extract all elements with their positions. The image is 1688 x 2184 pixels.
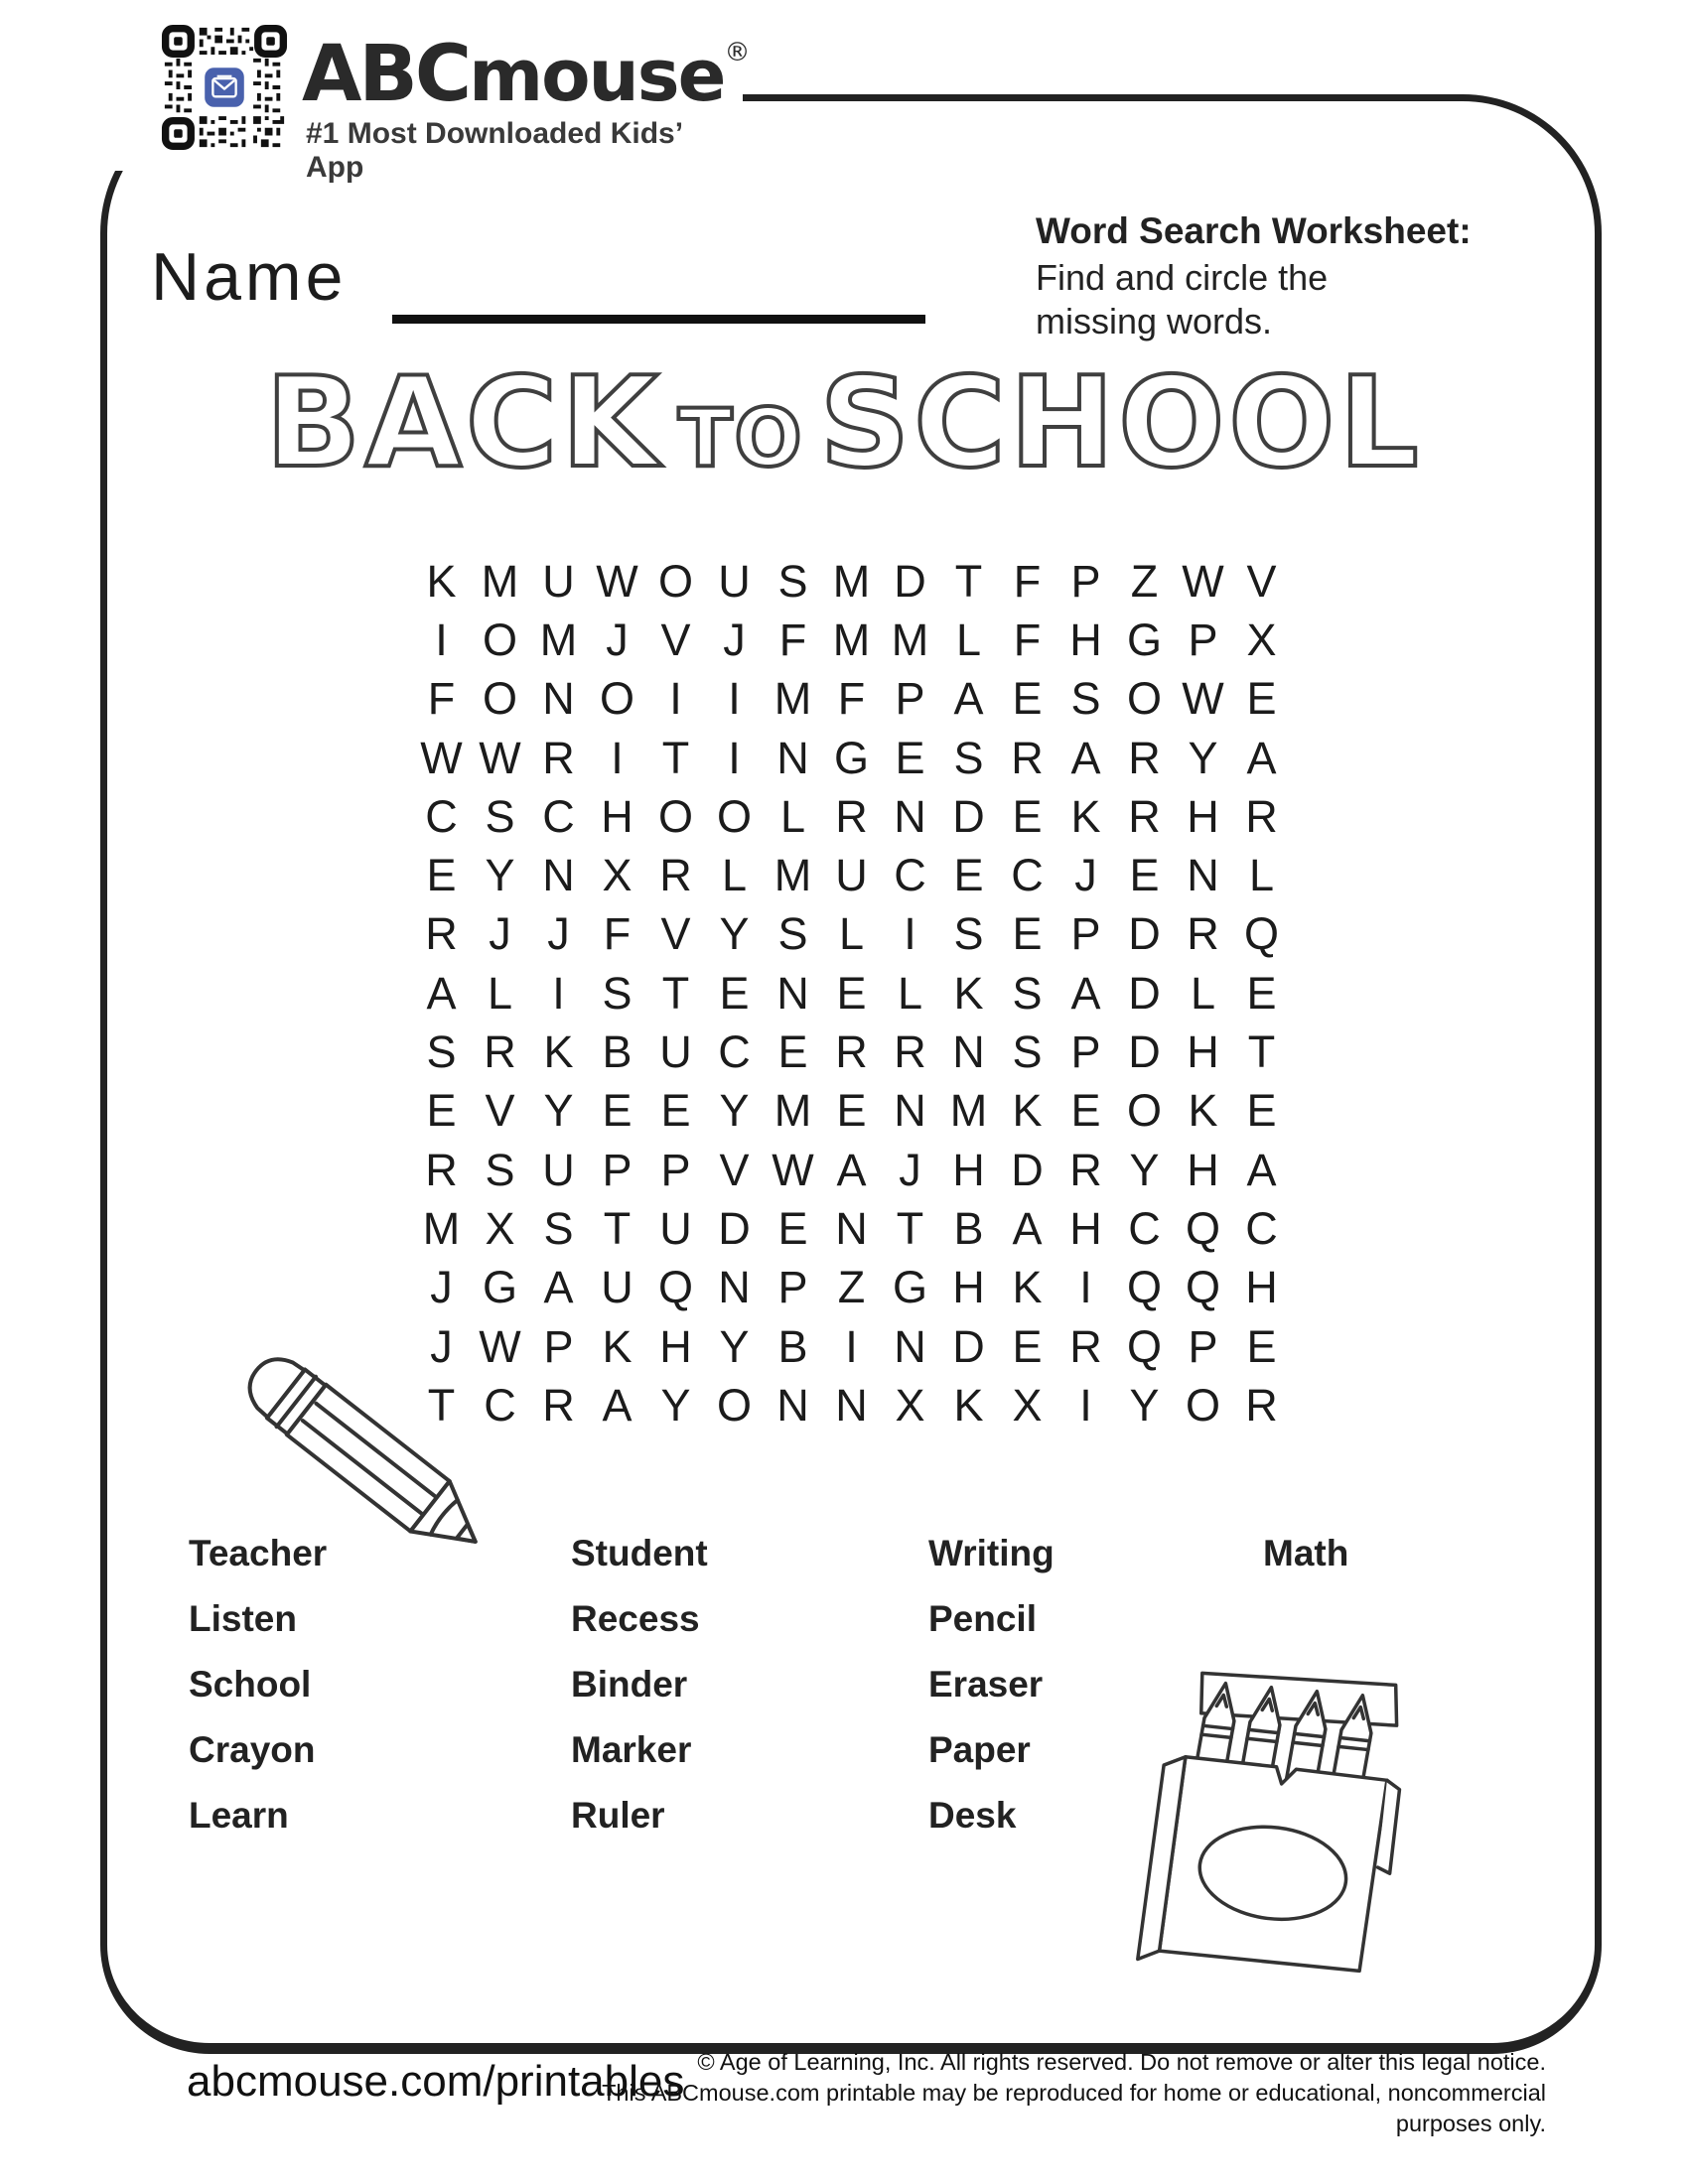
word-list-item: Marker bbox=[571, 1729, 692, 1770]
grid-letter: L bbox=[721, 850, 748, 901]
grid-letter: J bbox=[547, 908, 570, 960]
grid-letter: S bbox=[1012, 1026, 1043, 1078]
grid-letter: Y bbox=[719, 1320, 750, 1372]
grid-letter: Y bbox=[1188, 732, 1218, 783]
grid-letter: N bbox=[776, 967, 809, 1019]
grid-letter: R bbox=[1011, 732, 1044, 783]
grid-letter: Y bbox=[719, 908, 750, 960]
grid-letter: J bbox=[723, 614, 746, 665]
header-logo-block bbox=[107, 0, 751, 184]
grid-letter: R bbox=[484, 1026, 516, 1078]
word-list-column-4 bbox=[1263, 1531, 1348, 1596]
grid-letter: Q bbox=[657, 1262, 693, 1313]
grid-letter: Y bbox=[719, 1085, 750, 1137]
word-list-item: Student bbox=[571, 1533, 708, 1573]
word-list-item: Binder bbox=[571, 1664, 688, 1705]
grid-letter: P bbox=[1070, 908, 1101, 960]
grid-letter: S bbox=[426, 1026, 457, 1078]
grid-letter: P bbox=[1070, 555, 1101, 607]
worksheet-instructions: Find and circle the missing words. bbox=[1036, 257, 1329, 341]
grid-letter: A bbox=[1070, 967, 1101, 1019]
grid-letter: I bbox=[435, 614, 448, 665]
grid-letter: R bbox=[1069, 1320, 1102, 1372]
grid-letter: E bbox=[1012, 790, 1043, 842]
grid-letter: V bbox=[660, 614, 691, 665]
grid-letter: J bbox=[606, 614, 629, 665]
grid-letter: O bbox=[657, 790, 693, 842]
grid-letter: C bbox=[484, 1379, 516, 1431]
grid-letter: N bbox=[835, 1379, 868, 1431]
grid-letter: R bbox=[1128, 790, 1161, 842]
grid-letter: E bbox=[1246, 967, 1277, 1019]
word-list-item: Listen bbox=[189, 1598, 297, 1639]
grid-letter: N bbox=[894, 790, 926, 842]
grid-letter: T bbox=[603, 1202, 632, 1254]
grid-letter: K bbox=[1070, 790, 1101, 842]
grid-letter: H bbox=[1187, 1026, 1219, 1078]
title-word-to: TO bbox=[677, 392, 804, 484]
puzzle-title bbox=[228, 349, 1460, 495]
grid-letter: E bbox=[895, 732, 925, 783]
grid-letter: R bbox=[1245, 1379, 1278, 1431]
grid-letter: A bbox=[602, 1379, 633, 1431]
grid-letter: R bbox=[1187, 908, 1219, 960]
grid-letter: A bbox=[1012, 1202, 1043, 1254]
grid-letter: M bbox=[774, 1085, 812, 1137]
title-word-back: BACK bbox=[265, 349, 662, 495]
grid-letter: J bbox=[430, 1262, 453, 1313]
grid-letter: T bbox=[427, 1379, 456, 1431]
grid-letter: L bbox=[779, 790, 806, 842]
grid-letter: F bbox=[603, 908, 632, 960]
grid-letter: N bbox=[1187, 850, 1219, 901]
grid-letter: O bbox=[1185, 1379, 1220, 1431]
grid-letter: N bbox=[542, 850, 575, 901]
grid-letter: S bbox=[543, 1202, 574, 1254]
word-list-item: Crayon bbox=[189, 1729, 316, 1770]
grid-letter: Z bbox=[1130, 555, 1159, 607]
footer-legal-line2: This ABCmouse.com printable may be reproduced for home or educational, noncommercial purposes only. bbox=[602, 2080, 1546, 2136]
grid-letter: L bbox=[1248, 850, 1275, 901]
grid-letter: E bbox=[602, 1085, 633, 1137]
grid-letter: H bbox=[1245, 1262, 1278, 1313]
word-list-item: Pencil bbox=[928, 1598, 1037, 1639]
grid-letter: V bbox=[660, 908, 691, 960]
grid-letter: E bbox=[1246, 673, 1277, 725]
grid-letter: W bbox=[772, 1144, 814, 1195]
logo-abc: ABC bbox=[302, 30, 470, 119]
footer-site-url: abcmouse.com/printables bbox=[187, 2057, 685, 2106]
grid-letter: G bbox=[892, 1262, 927, 1313]
grid-letter: R bbox=[1245, 790, 1278, 842]
grid-letter: C bbox=[425, 790, 458, 842]
grid-letter: I bbox=[904, 908, 916, 960]
grid-letter: U bbox=[542, 1144, 575, 1195]
grid-letter: A bbox=[836, 1144, 867, 1195]
grid-letter: E bbox=[777, 1026, 808, 1078]
grid-letter: S bbox=[602, 967, 633, 1019]
worksheet-heading: Word Search Worksheet: bbox=[1036, 210, 1472, 251]
grid-letter: E bbox=[777, 1202, 808, 1254]
grid-letter: B bbox=[602, 1026, 633, 1078]
grid-letter: O bbox=[716, 1379, 752, 1431]
grid-letter: O bbox=[482, 673, 517, 725]
word-list-column-3 bbox=[928, 1531, 1055, 1858]
grid-letter: F bbox=[427, 673, 456, 725]
grid-letter: X bbox=[895, 1379, 925, 1431]
grid-letter: I bbox=[728, 732, 741, 783]
grid-letter: U bbox=[718, 555, 751, 607]
grid-letter: Q bbox=[1243, 908, 1279, 960]
grid-letter: H bbox=[952, 1262, 985, 1313]
grid-letter: S bbox=[1012, 967, 1043, 1019]
grid-letter: I bbox=[611, 732, 624, 783]
grid-letter: H bbox=[601, 790, 633, 842]
grid-letter: S bbox=[1070, 673, 1101, 725]
grid-letter: D bbox=[1128, 967, 1161, 1019]
word-list-item: Writing bbox=[928, 1533, 1055, 1573]
grid-letter: R bbox=[542, 1379, 575, 1431]
name-blank-line bbox=[392, 315, 925, 324]
grid-letter: V bbox=[485, 1085, 515, 1137]
grid-letter: X bbox=[602, 850, 633, 901]
grid-letter: G bbox=[1126, 614, 1162, 665]
word-list-item: Recess bbox=[571, 1598, 700, 1639]
grid-letter: N bbox=[776, 1379, 809, 1431]
grid-letter: M bbox=[481, 555, 519, 607]
grid-letter: P bbox=[1070, 1026, 1101, 1078]
grid-letter: Q bbox=[1185, 1202, 1220, 1254]
grid-letter: N bbox=[894, 1085, 926, 1137]
qr-code-icon bbox=[161, 24, 288, 151]
grid-letter: M bbox=[832, 555, 871, 607]
grid-letter: D bbox=[894, 555, 926, 607]
grid-letter: B bbox=[777, 1320, 808, 1372]
grid-letter: E bbox=[719, 967, 750, 1019]
grid-letter: R bbox=[659, 850, 692, 901]
grid-letter: T bbox=[661, 732, 690, 783]
grid-letter: I bbox=[845, 1320, 858, 1372]
grid-letter: A bbox=[1246, 732, 1277, 783]
grid-letter: E bbox=[1129, 850, 1160, 901]
grid-letter: I bbox=[1079, 1379, 1092, 1431]
grid-letter: M bbox=[832, 614, 871, 665]
grid-letter: U bbox=[659, 1026, 692, 1078]
grid-letter: L bbox=[487, 967, 513, 1019]
grid-letter: K bbox=[426, 555, 457, 607]
grid-letter: S bbox=[485, 790, 515, 842]
grid-letter: K bbox=[543, 1026, 574, 1078]
grid-letter: R bbox=[894, 1026, 926, 1078]
word-list-item: Ruler bbox=[571, 1795, 665, 1836]
word-list-column-2 bbox=[571, 1531, 708, 1858]
grid-letter: R bbox=[542, 732, 575, 783]
grid-letter: W bbox=[596, 555, 638, 607]
grid-letter: T bbox=[954, 555, 983, 607]
grid-letter: W bbox=[420, 732, 463, 783]
word-list-item: Eraser bbox=[928, 1664, 1044, 1705]
grid-letter: M bbox=[949, 1085, 988, 1137]
grid-letter: R bbox=[835, 1026, 868, 1078]
grid-letter: C bbox=[894, 850, 926, 901]
grid-letter: Q bbox=[1185, 1262, 1220, 1313]
grid-letter: X bbox=[1012, 1379, 1043, 1431]
grid-letter: D bbox=[1011, 1144, 1044, 1195]
grid-letter: Z bbox=[837, 1262, 866, 1313]
grid-letter: G bbox=[482, 1262, 517, 1313]
grid-letter: I bbox=[552, 967, 565, 1019]
grid-letter: M bbox=[539, 614, 578, 665]
grid-letter: Q bbox=[1126, 1320, 1162, 1372]
grid-letter: L bbox=[897, 967, 923, 1019]
grid-letter: U bbox=[601, 1262, 633, 1313]
grid-letter: R bbox=[1069, 1144, 1102, 1195]
grid-letter: C bbox=[1011, 850, 1044, 901]
grid-letter: D bbox=[1128, 1026, 1161, 1078]
grid-letter: H bbox=[1187, 1144, 1219, 1195]
grid-letter: O bbox=[716, 790, 752, 842]
grid-letter: N bbox=[835, 1202, 868, 1254]
grid-letter: K bbox=[953, 967, 984, 1019]
grid-letter: P bbox=[1188, 1320, 1218, 1372]
word-list-item: Desk bbox=[928, 1795, 1017, 1836]
grid-letter: Y bbox=[1129, 1144, 1160, 1195]
grid-letter: E bbox=[660, 1085, 691, 1137]
word-list-item: Paper bbox=[928, 1729, 1031, 1770]
grid-letter: K bbox=[953, 1379, 984, 1431]
grid-letter: L bbox=[838, 908, 865, 960]
grid-letter: X bbox=[485, 1202, 515, 1254]
grid-letter: J bbox=[489, 908, 511, 960]
grid-letter: N bbox=[894, 1320, 926, 1372]
grid-letter: C bbox=[1128, 1202, 1161, 1254]
grid-letter: P bbox=[895, 673, 925, 725]
grid-letter: F bbox=[778, 614, 807, 665]
grid-letter: E bbox=[953, 850, 984, 901]
grid-letter: K bbox=[1012, 1085, 1043, 1137]
grid-letter: R bbox=[425, 1144, 458, 1195]
grid-letter: W bbox=[1182, 673, 1224, 725]
grid-letter: D bbox=[952, 1320, 985, 1372]
letter-grid bbox=[412, 552, 1291, 1434]
grid-letter: H bbox=[1069, 1202, 1102, 1254]
grid-letter: D bbox=[1128, 908, 1161, 960]
grid-letter: R bbox=[835, 790, 868, 842]
grid-letter: R bbox=[1128, 732, 1161, 783]
grid-letter: I bbox=[728, 673, 741, 725]
grid-letter: E bbox=[836, 1085, 867, 1137]
grid-letter: K bbox=[1012, 1262, 1043, 1313]
grid-letter: P bbox=[602, 1144, 633, 1195]
grid-letter: H bbox=[952, 1144, 985, 1195]
grid-letter: T bbox=[1247, 1026, 1276, 1078]
grid-letter: N bbox=[718, 1262, 751, 1313]
grid-letter: N bbox=[776, 732, 809, 783]
grid-letter: P bbox=[543, 1320, 574, 1372]
grid-letter: C bbox=[542, 790, 575, 842]
grid-letter: H bbox=[1069, 614, 1102, 665]
grid-letter: J bbox=[899, 1144, 921, 1195]
grid-letter: N bbox=[542, 673, 575, 725]
grid-letter: L bbox=[1190, 967, 1216, 1019]
grid-letter: J bbox=[1074, 850, 1097, 901]
grid-letter: N bbox=[952, 1026, 985, 1078]
grid-letter: E bbox=[836, 967, 867, 1019]
word-list-column-1 bbox=[189, 1531, 327, 1858]
grid-letter: T bbox=[661, 967, 690, 1019]
grid-letter: E bbox=[1012, 673, 1043, 725]
grid-letter: M bbox=[422, 1202, 461, 1254]
grid-letter: W bbox=[1182, 555, 1224, 607]
footer-legal bbox=[503, 2047, 1546, 2139]
grid-letter: R bbox=[425, 908, 458, 960]
grid-letter: Y bbox=[1129, 1379, 1160, 1431]
abcmouse-logo bbox=[302, 30, 751, 119]
grid-letter: A bbox=[1070, 732, 1101, 783]
grid-letter: W bbox=[479, 1320, 521, 1372]
grid-letter: O bbox=[599, 673, 634, 725]
word-list-item: Learn bbox=[189, 1795, 289, 1836]
grid-letter: F bbox=[1013, 614, 1042, 665]
grid-letter: C bbox=[718, 1026, 751, 1078]
grid-letter: G bbox=[833, 732, 869, 783]
grid-letter: E bbox=[426, 850, 457, 901]
grid-letter: C bbox=[1245, 1202, 1278, 1254]
logo-mouse: mouse bbox=[469, 34, 725, 117]
grid-letter: E bbox=[1246, 1085, 1277, 1137]
grid-letter: E bbox=[1246, 1320, 1277, 1372]
grid-letter: X bbox=[1246, 614, 1277, 665]
grid-letter: B bbox=[953, 1202, 984, 1254]
title-word-school: SCHOOL bbox=[819, 349, 1423, 495]
grid-letter: F bbox=[1013, 555, 1042, 607]
grid-letter: S bbox=[953, 908, 984, 960]
grid-letter: D bbox=[952, 790, 985, 842]
grid-letter: O bbox=[482, 614, 517, 665]
grid-letter: S bbox=[485, 1144, 515, 1195]
crayon-box-illustration bbox=[1120, 1626, 1428, 1993]
grid-letter: D bbox=[718, 1202, 751, 1254]
word-list-item: School bbox=[189, 1664, 312, 1705]
grid-letter: U bbox=[835, 850, 868, 901]
grid-letter: P bbox=[777, 1262, 808, 1313]
grid-letter: U bbox=[659, 1202, 692, 1254]
grid-letter: H bbox=[659, 1320, 692, 1372]
grid-letter: W bbox=[479, 732, 521, 783]
grid-letter: Q bbox=[1126, 1262, 1162, 1313]
grid-letter: O bbox=[1126, 1085, 1162, 1137]
grid-letter: A bbox=[1246, 1144, 1277, 1195]
grid-letter: O bbox=[657, 555, 693, 607]
grid-letter: E bbox=[426, 1085, 457, 1137]
grid-letter: A bbox=[426, 967, 457, 1019]
grid-letter: K bbox=[1188, 1085, 1218, 1137]
footer-legal-line1: © Age of Learning, Inc. All rights reserved. Do not remove or alter this legal notice. bbox=[697, 2049, 1546, 2075]
name-label: Name bbox=[151, 239, 348, 315]
grid-letter: U bbox=[542, 555, 575, 607]
grid-letter: S bbox=[777, 908, 808, 960]
grid-letter: A bbox=[543, 1262, 574, 1313]
grid-letter: I bbox=[669, 673, 682, 725]
grid-letter: Y bbox=[660, 1379, 691, 1431]
grid-letter: K bbox=[602, 1320, 633, 1372]
grid-letter: M bbox=[774, 673, 812, 725]
grid-letter: E bbox=[1012, 908, 1043, 960]
grid-letter: E bbox=[1070, 1085, 1101, 1137]
grid-letter: P bbox=[660, 1144, 691, 1195]
registered-mark: ® bbox=[724, 38, 751, 68]
grid-letter: L bbox=[955, 614, 982, 665]
grid-letter: M bbox=[891, 614, 929, 665]
logo-tagline: #1 Most Downloaded Kids’ App bbox=[306, 117, 682, 184]
grid-letter: V bbox=[1246, 555, 1277, 607]
grid-letter: M bbox=[774, 850, 812, 901]
grid-letter: J bbox=[430, 1320, 453, 1372]
grid-letter: I bbox=[1079, 1262, 1092, 1313]
grid-letter: F bbox=[837, 673, 866, 725]
grid-letter: E bbox=[1012, 1320, 1043, 1372]
grid-letter: V bbox=[719, 1144, 750, 1195]
grid-letter: P bbox=[1188, 614, 1218, 665]
grid-letter: Y bbox=[543, 1085, 574, 1137]
grid-letter: S bbox=[953, 732, 984, 783]
abcmouse-mail-icon bbox=[205, 68, 244, 107]
grid-letter: O bbox=[1126, 673, 1162, 725]
grid-letter: T bbox=[896, 1202, 924, 1254]
word-list-item: Math bbox=[1263, 1533, 1349, 1573]
grid-letter: A bbox=[953, 673, 984, 725]
grid-letter: S bbox=[777, 555, 808, 607]
word-list-item: Teacher bbox=[189, 1533, 328, 1573]
grid-letter: Y bbox=[485, 850, 515, 901]
grid-letter: H bbox=[1187, 790, 1219, 842]
